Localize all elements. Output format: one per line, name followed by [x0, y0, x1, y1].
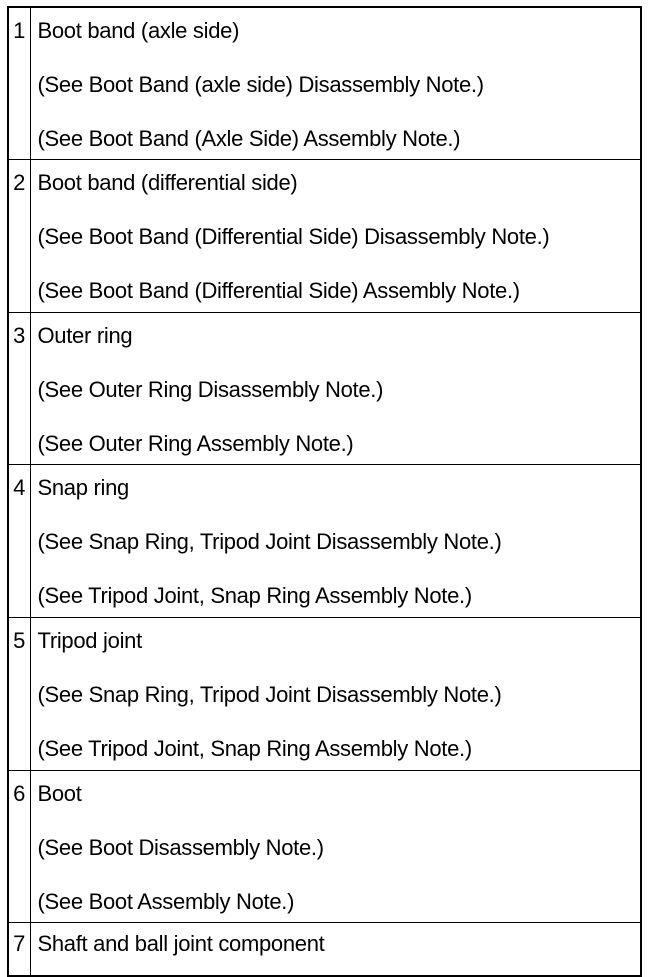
- part-description: [30, 922, 641, 976]
- part-name: Boot band (axle side): [37, 18, 240, 43]
- assembly-note-link[interactable]: (See Boot Assembly Note.): [37, 888, 295, 914]
- assembly-note-link[interactable]: (See Tripod Joint, Snap Ring Assembly Note.): [37, 582, 472, 608]
- part-number: 6: [8, 770, 30, 922]
- part-name: Outer ring: [37, 322, 133, 348]
- part-description: [30, 617, 641, 770]
- part-description: [30, 7, 641, 159]
- disassembly-note-link[interactable]: (See Boot Disassembly Note.): [37, 834, 324, 860]
- part-number: 4: [8, 464, 30, 617]
- disassembly-note-link[interactable]: (See Boot Band (axle side) Disassembly Note.): [37, 72, 484, 97]
- parts-table: [7, 6, 642, 977]
- part-number: 3: [8, 312, 30, 464]
- part-number: 5: [8, 617, 30, 770]
- table-row: [8, 770, 641, 922]
- assembly-note-link[interactable]: (See Tripod Joint, Snap Ring Assembly Note.): [37, 735, 472, 761]
- part-description: [30, 159, 641, 312]
- assembly-note-link[interactable]: (See Outer Ring Assembly Note.): [37, 430, 354, 456]
- part-number: 2: [8, 159, 30, 312]
- part-name: Snap ring: [37, 474, 129, 500]
- table-row: [8, 159, 641, 312]
- disassembly-note-link[interactable]: (See Boot Band (Differential Side) Disassembly Note.): [37, 223, 550, 249]
- disassembly-note-link[interactable]: (See Outer Ring Disassembly Note.): [37, 376, 384, 402]
- part-number: 7: [8, 922, 30, 976]
- part-description: [30, 312, 641, 464]
- part-name: Tripod joint: [37, 627, 142, 653]
- table-row: [8, 617, 641, 770]
- part-number: 1: [8, 7, 30, 159]
- table-row: [8, 464, 641, 617]
- assembly-note-link[interactable]: (See Boot Band (Differential Side) Assembly Note.): [37, 277, 520, 303]
- part-name: Boot band (differential side): [37, 169, 298, 195]
- part-description: [30, 770, 641, 922]
- part-name: Shaft and ball joint component: [37, 930, 325, 956]
- assembly-note-link[interactable]: (See Boot Band (Axle Side) Assembly Note.): [37, 126, 461, 151]
- table-row: [8, 922, 641, 976]
- part-description: [30, 464, 641, 617]
- disassembly-note-link[interactable]: (See Snap Ring, Tripod Joint Disassembly Note.): [37, 681, 502, 707]
- disassembly-note-link[interactable]: (See Snap Ring, Tripod Joint Disassembly Note.): [37, 528, 502, 554]
- table-row: [8, 7, 641, 159]
- part-name: Boot: [37, 780, 82, 806]
- table-row: [8, 312, 641, 464]
